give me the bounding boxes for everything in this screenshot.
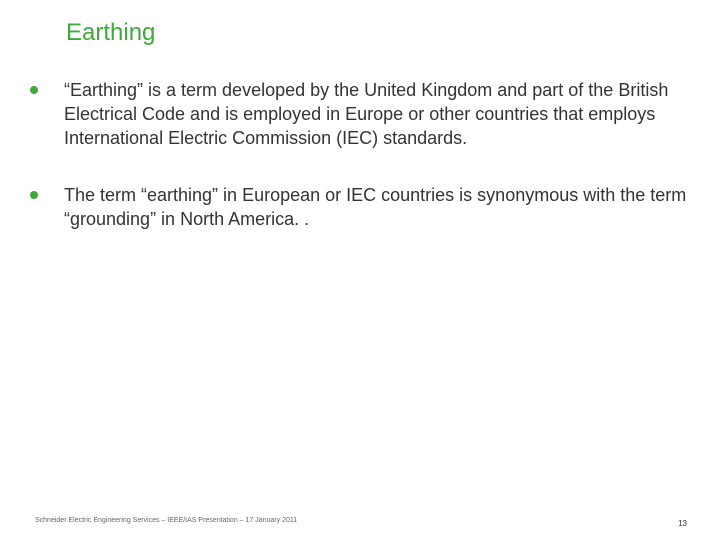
slide-title: Earthing	[66, 19, 156, 46]
bullet-item	[30, 78, 690, 150]
page-number: 13	[678, 519, 687, 528]
bullet-dot-icon	[30, 191, 38, 199]
footer-text: Schneider Electric Engineering Services – IEEE/IAS Presentation – 17 January 2011	[35, 517, 298, 524]
bullet-list	[30, 78, 690, 231]
bullet-text: “Earthing” is a term developed by the United Kingdom and part of the British Electrical Code and is employed in Europe or other countries that employs International Electric Commission (IEC) standards.	[64, 80, 669, 148]
bullet-item	[30, 183, 690, 231]
bullet-text: The term “earthing” in European or IEC countries is synonymous with the term “grounding” in North America. .	[64, 185, 687, 229]
bullet-dot-icon	[30, 86, 38, 94]
